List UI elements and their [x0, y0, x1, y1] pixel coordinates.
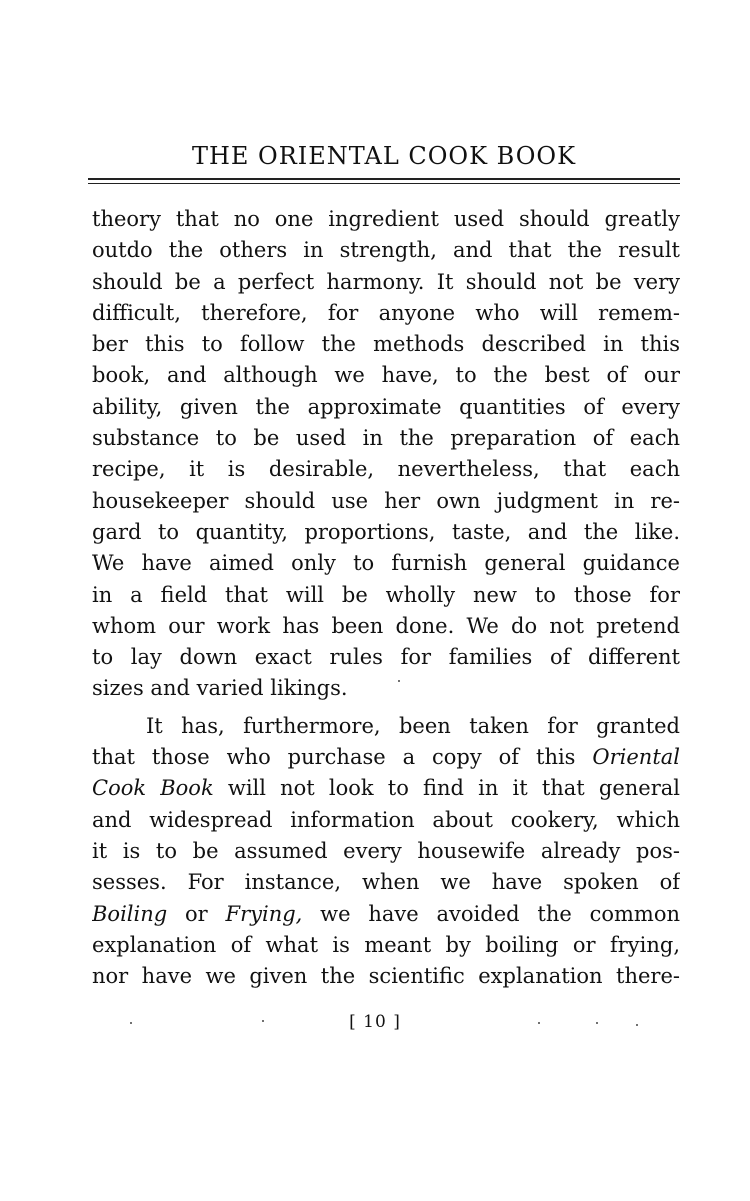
text-line: explanation of what is meant by boiling or frying,	[92, 932, 680, 957]
text-line: should be a perfect harmony. It should not be very	[92, 269, 680, 294]
text-line: sesses. For instance, when we have spoken of	[92, 870, 680, 895]
text-line: substance to be used in the preparation of each	[92, 426, 680, 451]
text-line: It has, furthermore, been taken for granted	[146, 713, 680, 738]
text-line: theory that no one ingredient used should greatly	[92, 207, 680, 231]
running-head: THE ORIENTAL COOK BOOK	[191, 142, 577, 170]
text-run: or	[167, 901, 226, 926]
print-speck	[398, 680, 400, 682]
text-line: recipe, it is desirable, nevertheless, that each	[92, 457, 680, 482]
text-line: it is to be assumed every housewife already pos-	[92, 838, 680, 863]
term-italic: Frying,	[225, 901, 303, 926]
text-line: whom our work has been done. We do not pretend	[92, 613, 680, 638]
print-speck	[596, 1022, 598, 1024]
text-line: book, and although we have, to the best of our	[92, 363, 680, 388]
book-title-italic: Oriental	[592, 745, 680, 770]
text-line: nor have we given the scientific explanation there-	[92, 964, 680, 989]
header-rule-thick	[88, 178, 680, 180]
book-title-italic: Cook Book	[92, 776, 214, 801]
text-line	[92, 773, 680, 804]
print-speck	[636, 1024, 638, 1026]
print-speck	[130, 1022, 132, 1024]
print-speck	[538, 1022, 540, 1024]
paragraph-2	[92, 711, 680, 993]
text-run: will not look to find in it that general	[213, 776, 680, 801]
text-run: we have avoided the common	[302, 901, 680, 926]
text-line: sizes and varied likings.	[92, 676, 348, 701]
text-line	[92, 899, 680, 930]
text-line: difficult, therefore, for anyone who will remem-	[92, 300, 680, 325]
paragraph-1	[92, 204, 680, 705]
term-italic: Boiling	[92, 901, 168, 926]
text-line: gard to quantity, proportions, taste, and the like.	[92, 519, 680, 544]
text-line: outdo the others in strength, and that the result	[92, 238, 680, 263]
page-number: [ 10 ]	[349, 1012, 401, 1032]
print-speck	[262, 1020, 264, 1022]
text-line: to lay down exact rules for families of different	[92, 645, 680, 670]
body-text	[92, 204, 680, 992]
header-rule-thin	[88, 183, 680, 184]
text-line	[92, 742, 680, 773]
text-line: ber this to follow the methods described in this	[92, 332, 680, 357]
text-run: that those who purchase a copy of this	[92, 745, 593, 770]
text-line: We have aimed only to furnish general guidance	[92, 551, 680, 576]
text-line: housekeeper should use her own judgment in re-	[92, 488, 680, 513]
text-line: and widespread information about cookery, which	[92, 807, 680, 832]
text-line: ability, given the approximate quantities of every	[92, 394, 680, 419]
text-line: in a field that will be wholly new to those for	[92, 582, 680, 607]
